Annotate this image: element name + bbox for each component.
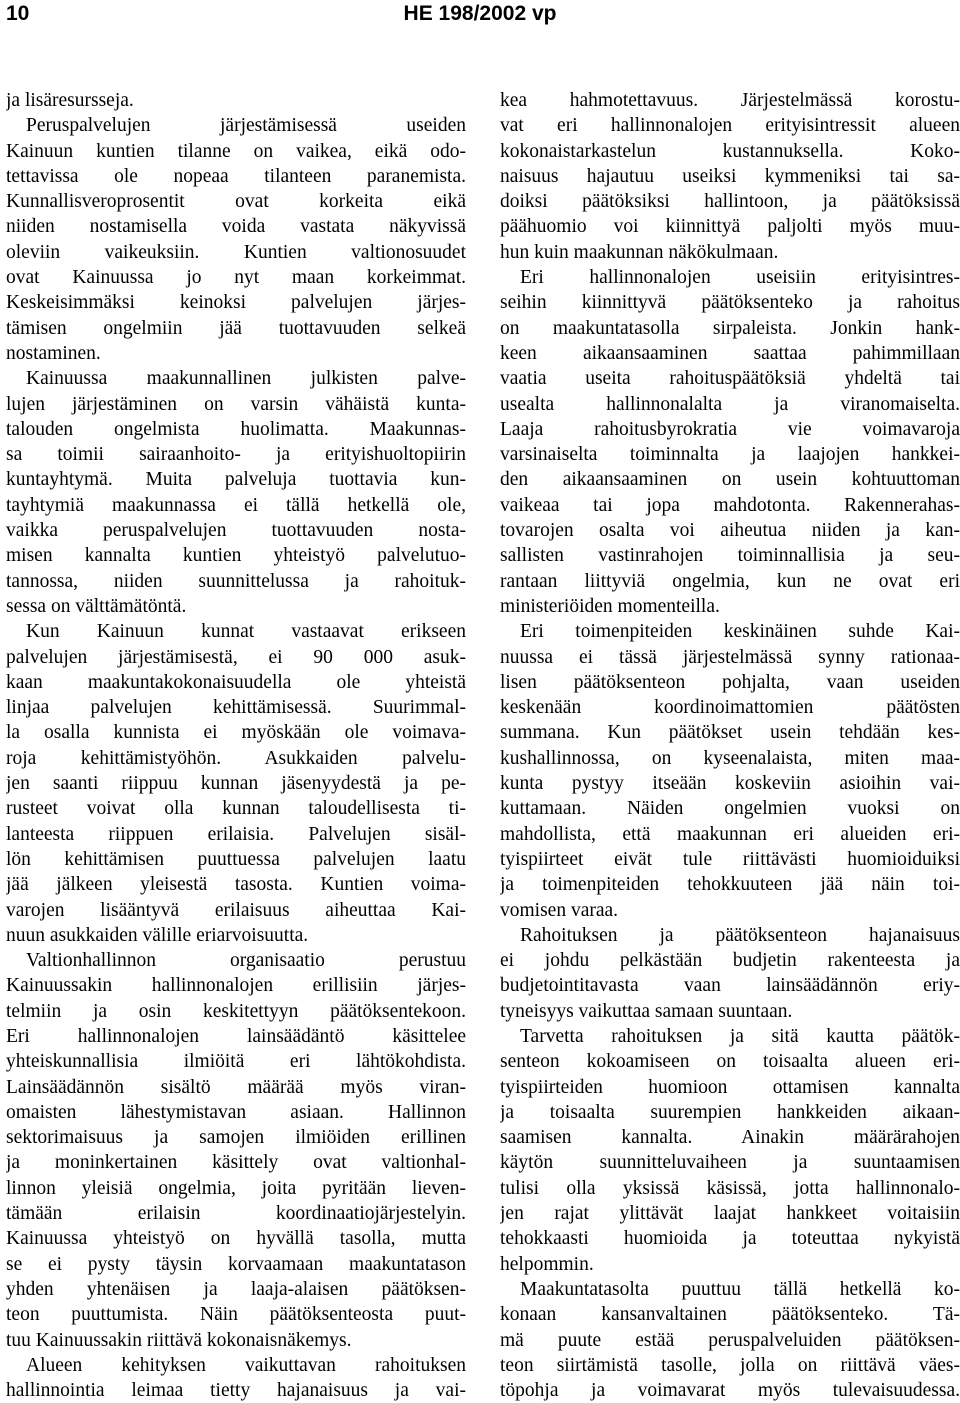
- text-line: vaikeaa tai jopa mahdotonta. Rakennerahas-: [500, 494, 960, 516]
- text-line: Kainuun kuntien tilanne on vaikea, eikä odo-: [6, 140, 466, 162]
- text-line: Laaja rahoitusbyrokratia vie voimavaroja: [500, 418, 960, 440]
- text-line: Kainuussa maakunnallinen julkisten palve-: [26, 368, 466, 390]
- text-line: yhteiskunnallisia ilmiöitä eri lähtökohdista.: [6, 1051, 466, 1073]
- text-line: lön kehittämisen puuttuessa palvelujen laatu: [6, 848, 466, 870]
- text-line: Alueen kehityksen vaikuttavan rahoituksen: [26, 1354, 466, 1376]
- text-line: varojen lisääntyvä erilaisuus aiheuttaa Kai-: [6, 899, 466, 921]
- text-line: budjetointitavasta vaan lainsäädännön eriy-: [500, 975, 960, 997]
- text-line: summana. Kun päätökset usein tehdään kes-: [500, 722, 960, 744]
- text-line: rantaan liittyviä ongelmia, kun ne ovat eri: [500, 570, 960, 592]
- page-header: [0, 0, 960, 40]
- text-line: Keskeisimmäksi keinoksi palvelujen järjes-: [6, 292, 466, 314]
- text-line: käytön suunnitteluvaiheen ja suuntaamisen: [500, 1152, 960, 1174]
- text-line: oleviin vaikeuksiin. Kuntien valtionosuudet: [6, 241, 466, 263]
- text-line: misen kannalta kuntien yhteistyö palvelutuo-: [6, 545, 466, 567]
- text-line: nostaminen.: [6, 342, 101, 364]
- page-number: 10: [6, 2, 30, 25]
- text-line: senteon kokoamiseen on toisaalta alueen eri-: [500, 1051, 960, 1073]
- text-line: tämisen ongelmiin jää tuottavuuden selkeä: [6, 317, 466, 339]
- text-line: doiksi päätöksiksi hallintoon, ja päätöksissä: [500, 191, 960, 213]
- text-line: kaan maakuntakokonaisuudella ole yhteistä: [6, 671, 466, 693]
- text-line: kokonaistarkastelun kustannuksella. Koko-: [500, 140, 960, 162]
- text-line: den aikaansaaminen on usein kohtuuttoman: [500, 469, 960, 491]
- text-line: varsinaiselta toiminnalta ja laajojen hankkei-: [500, 444, 960, 466]
- text-line: niiden nostamisella voida vastata näkyvissä: [6, 216, 466, 238]
- text-line: helpommin.: [500, 1253, 594, 1275]
- text-line: nuussa ei tässä järjestelmässä synny rationaa-: [500, 646, 960, 668]
- text-line: sektorimaisuus ja samojen ilmiöiden erillinen: [6, 1127, 466, 1149]
- text-line: sallisten vastinrahojen toiminnallisia ja seu-: [500, 545, 960, 567]
- text-line: se ei pysty täysin korvaamaan maakuntatason: [6, 1253, 466, 1275]
- text-line: jää jälkeen yleisestä tasosta. Kuntien voima-: [6, 874, 466, 896]
- text-line: seihin kiinnittyvä päätöksenteko ja rahoitus: [500, 292, 960, 314]
- text-line: konaan kansanvaltainen päätöksenteko. Tä-: [500, 1304, 960, 1326]
- text-line: sa toimii sairaanhoito- ja erityishuoltopiirin: [6, 444, 466, 466]
- text-line: lujen järjestäminen on varsin vähäistä kunta-: [6, 393, 466, 415]
- text-line: jen rajat ylittävät laajat hankkeet voitaisiin: [500, 1203, 960, 1225]
- text-line: sessa on välttämätöntä.: [6, 595, 187, 617]
- text-line: tayhtymiä maakunnassa ei tällä hetkellä ole,: [6, 494, 466, 516]
- text-line: Tarvetta rahoituksen ja sitä kautta päätök-: [520, 1025, 960, 1047]
- text-line: Eri hallinnonalojen useisiin erityisintres-: [520, 267, 960, 289]
- text-line: hun kuin maakunnan näkökulmaan.: [500, 241, 779, 263]
- text-line: nuun asukkaiden välille eriarvoisuutta.: [6, 924, 309, 946]
- text-line: tehokkaasti huomioida ja toteuttaa nykyistä: [500, 1228, 960, 1250]
- text-line: tuu Kainuussakin riittävä kokonaisnäkemys.: [6, 1329, 352, 1351]
- text-line: jen saanti riippuu kunnan jäsenyydestä ja pe-: [6, 773, 466, 795]
- text-line: tettavissa ole nopeaa tilanteen paranemista.: [6, 165, 466, 187]
- text-line: ja moninkertainen käsittely ovat valtionhal-: [6, 1152, 466, 1174]
- text-line: tovarojen osalta voi aiheutua niiden ja kan-: [500, 520, 960, 542]
- document-id: HE 198/2002 vp: [403, 2, 557, 25]
- text-line: Kunnallisveroprosentit ovat korkeita eikä: [6, 191, 466, 213]
- text-line: on maakuntatasolla sirpaleista. Jonkin hank-: [500, 317, 960, 339]
- text-line: Valtionhallinnon organisaatio perustuu: [26, 950, 466, 972]
- text-line: Maakuntatasolta puuttuu tällä hetkellä ko-: [520, 1278, 960, 1300]
- text-line: roja kehittämistyöhön. Asukkaiden palvelu-: [6, 747, 466, 769]
- left-text-column: [6, 88, 466, 1403]
- text-line: kuttamaan. Näiden ongelmien vuoksi on: [500, 798, 960, 820]
- text-line: ja lisäresursseja.: [6, 90, 134, 111]
- text-line: lanteesta riippuen erilaisia. Palvelujen sisäl-: [6, 823, 466, 845]
- text-line: teon siirtämistä tasolle, jolla on riittävä väes-: [500, 1354, 960, 1376]
- text-line: hallinnointia leimaa tietty hajanaisuus ja vai-: [6, 1380, 466, 1402]
- text-line: palvelujen järjestämisestä, ei 90 000 asuk-: [6, 646, 466, 668]
- text-line: telmiin ja osin keskitettyyn päätöksentekoon.: [6, 1000, 466, 1022]
- text-line: teon puuttumista. Näin päätöksenteosta puut-: [6, 1304, 466, 1326]
- text-line: keen aikaansaaminen saattaa pahimmillaan: [500, 342, 960, 364]
- text-line: omaisten lähestymistavan asiaan. Hallinnon: [6, 1101, 466, 1123]
- text-line: kunta pystyy itseään koskeviin asioihin vai-: [500, 773, 960, 795]
- text-line: mä puute estää peruspalveluiden päätöksen-: [500, 1329, 960, 1351]
- right-text-column: [500, 88, 960, 1403]
- text-line: la osalla kunnista ei myöskään ole voimava-: [6, 722, 466, 744]
- text-line: rusteet voivat olla kunnan taloudellisesta ti-: [6, 798, 466, 820]
- text-line: keskenään koordinoimattomien päätösten: [500, 697, 960, 719]
- text-line: tannossa, niiden suunnittelussa ja rahoituk-: [6, 570, 466, 592]
- text-line: kuntayhtymä. Muita palveluja tuottavia kun-: [6, 469, 466, 491]
- text-line: töpohja ja voimavarat myös tulevaisuudessa.: [500, 1380, 960, 1402]
- text-line: Eri toimenpiteiden keskinäinen suhde Kai-: [520, 621, 960, 643]
- text-line: tyispiirteet eivät tule riittävästi huomioiduiksi: [500, 848, 960, 870]
- text-line: kushallinnossa, on kyseenalaista, miten maa-: [500, 747, 960, 769]
- text-line: tulisi olla yksissä käsissä, jotta hallinnonalo-: [500, 1177, 960, 1199]
- text-line: Rahoituksen ja päätöksenteon hajanaisuus: [520, 924, 960, 946]
- text-line: Peruspalvelujen järjestämisessä useiden: [26, 115, 466, 137]
- text-line: ja toimenpiteiden tehokkuuteen jää näin toi-: [500, 874, 960, 896]
- text-line: Kainuussa yhteistyö on hyvällä tasolla, mutta: [6, 1228, 466, 1250]
- text-line: vomisen varaa.: [500, 899, 619, 921]
- text-line: Eri hallinnonalojen lainsäädäntö käsittelee: [6, 1025, 466, 1047]
- text-line: vaatia useita rahoituspäätöksiä yhdeltä tai: [500, 368, 960, 390]
- text-line: ja toisaalta suurempien hankkeiden aikaan-: [500, 1101, 960, 1123]
- text-line: ministeriöiden momenteilla.: [500, 595, 720, 617]
- text-line: vat eri hallinnonalojen erityisintressit alueen: [500, 115, 960, 137]
- text-line: kea hahmotettavuus. Järjestelmässä korostu-: [500, 90, 960, 111]
- text-line: lisen päätöksenteon pohjalta, vaan useiden: [500, 671, 960, 693]
- text-line: tyispiirteiden huomioon ottamisen kannalta: [500, 1076, 960, 1098]
- text-line: Kun Kainuun kunnat vastaavat erikseen: [26, 621, 466, 643]
- text-line: linnon yleisiä ongelmia, joita pyritään lieven-: [6, 1177, 466, 1199]
- text-line: naisuus hajautuu useiksi kymmeniksi tai sa-: [500, 165, 960, 187]
- text-line: ei johdu pelkästään budjetin rakenteesta ja: [500, 950, 960, 972]
- text-line: tyneisyys vaikuttaa samaan suuntaan.: [500, 1000, 793, 1022]
- text-line: usealta hallinnonalalta ja viranomaiselta.: [500, 393, 960, 415]
- text-line: tämään erilaisin koordinaatiojärjestelyin.: [6, 1203, 466, 1225]
- text-line: mahdollista, että maakunnan eri alueiden eri-: [500, 823, 960, 845]
- text-line: päähuomio voi kiinnittyä paljolti myös muu-: [500, 216, 960, 238]
- text-line: linjaa palvelujen kehittämisessä. Suurimmal-: [6, 697, 466, 719]
- text-line: vaikka peruspalvelujen tuottavuuden nosta-: [6, 520, 466, 542]
- text-line: saamisen kannalta. Ainakin määrärahojen: [500, 1127, 960, 1149]
- text-line: yhden yhtenäisen ja laaja-alaisen päätöksen-: [6, 1278, 466, 1300]
- text-line: talouden ongelmista huolimatta. Maakunnas-: [6, 418, 466, 440]
- text-line: Kainuussakin hallinnonalojen erillisiin järjes-: [6, 975, 466, 997]
- text-line: Lainsäädännön sisältö määrää myös viran-: [6, 1076, 466, 1098]
- text-line: ovat Kainuussa jo nyt maan korkeimmat.: [6, 267, 466, 289]
